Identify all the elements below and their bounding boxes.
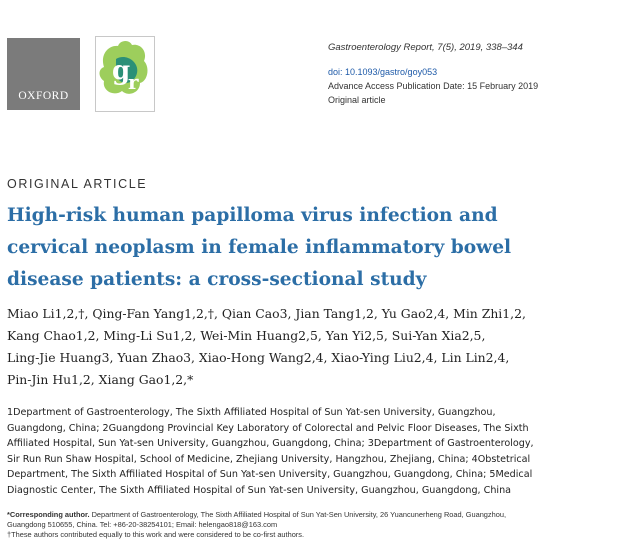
corresponding-label: *Corresponding author.: [7, 510, 90, 519]
affiliation-line: Diagnostic Center, The Sixth Affiliated Hospital of Sun Yat-sen University, Guangzhou, Guangdong, China: [7, 484, 512, 496]
svg-text:g: g: [112, 56, 131, 86]
svg-text:r: r: [128, 70, 139, 94]
affiliation-line: 1Department of Gastroenterology, The Sixth Affiliated Hospital of Sun Yat-sen University, Guangzhou,: [7, 407, 496, 418]
author-line: Pin-Jin Hu1,2, Xiang Gao1,2,*: [7, 372, 194, 387]
correspondence-line-2: Guangdong 510655, China. Tel: +86-20-38254101; Email: helengao818@163.com: [7, 520, 278, 529]
co-first-note: †These authors contributed equally to this work and were considered to be co-first authors.: [7, 530, 305, 539]
article-title: [7, 200, 627, 296]
title-line: High-risk human papilloma virus infection and: [7, 205, 498, 226]
oxford-logo: [7, 38, 80, 110]
author-line: Kang Chao1,2, Ming-Li Su1,2, Wei-Min Huang2,5, Yan Yi2,5, Sui-Yan Xia2,5,: [7, 328, 486, 343]
affiliation-line: Department, The Sixth Affiliated Hospital of Sun Yat-sen University, Guangzhou, Guangdong, China; 5Medical: [7, 469, 533, 481]
correspondence-line-1: [7, 510, 637, 520]
article-kind: Original article: [328, 95, 386, 105]
doi-link[interactable]: doi: 10.1093/gastro/goy053: [328, 67, 438, 77]
journal-info: [328, 41, 628, 107]
affiliation-line: Affiliated Hospital, Sun Yat-sen University, Guangzhou, Guangdong, China; 3Department of Gastroenterology,: [7, 438, 534, 450]
author-list: [7, 303, 637, 391]
affiliation-line: Guangdong, China; 2Guangdong Provincial Key Laboratory of Colorectal and Pelvic Floor Diseases, The Sixth: [7, 422, 529, 434]
author-line: Ling-Jie Huang3, Yuan Zhao3, Xiao-Hong Wang2,4, Xiao-Ying Liu2,4, Lin Lin2,4,: [7, 350, 510, 365]
author-line: Miao Li1,2,†, Qing-Fan Yang1,2,†, Qian Cao3, Jian Tang1,2, Yu Gao2,4, Min Zhi1,2,: [7, 306, 526, 321]
journal-logo: [95, 36, 155, 112]
article-type: ORIGINAL ARTICLE: [7, 177, 148, 191]
correspondence: [7, 510, 637, 540]
journal-reference: Gastroenterology Report, 7(5), 2019, 338–344: [328, 42, 523, 53]
title-line: disease patients: a cross-sectional study: [7, 269, 427, 290]
affiliation-line: Sir Run Run Shaw Hospital, School of Medicine, Zhejiang University, Hangzhou, Zhejiang, China; 4Obstetrical: [7, 453, 531, 465]
publication-date: Advance Access Publication Date: 15 February 2019: [328, 81, 539, 91]
title-line: cervical neoplasm in female inflammatory bowel: [7, 237, 512, 258]
affiliations: [7, 405, 637, 499]
gr-logo-icon: [96, 37, 154, 111]
correspondence-address: Department of Gastroenterology, The Sixth Affiliated Hospital of Sun Yat-Sen University, 26 Yuancunerheng Road, Guangzhou,: [91, 510, 506, 519]
oxford-logo-text: OXFORD: [18, 90, 69, 102]
